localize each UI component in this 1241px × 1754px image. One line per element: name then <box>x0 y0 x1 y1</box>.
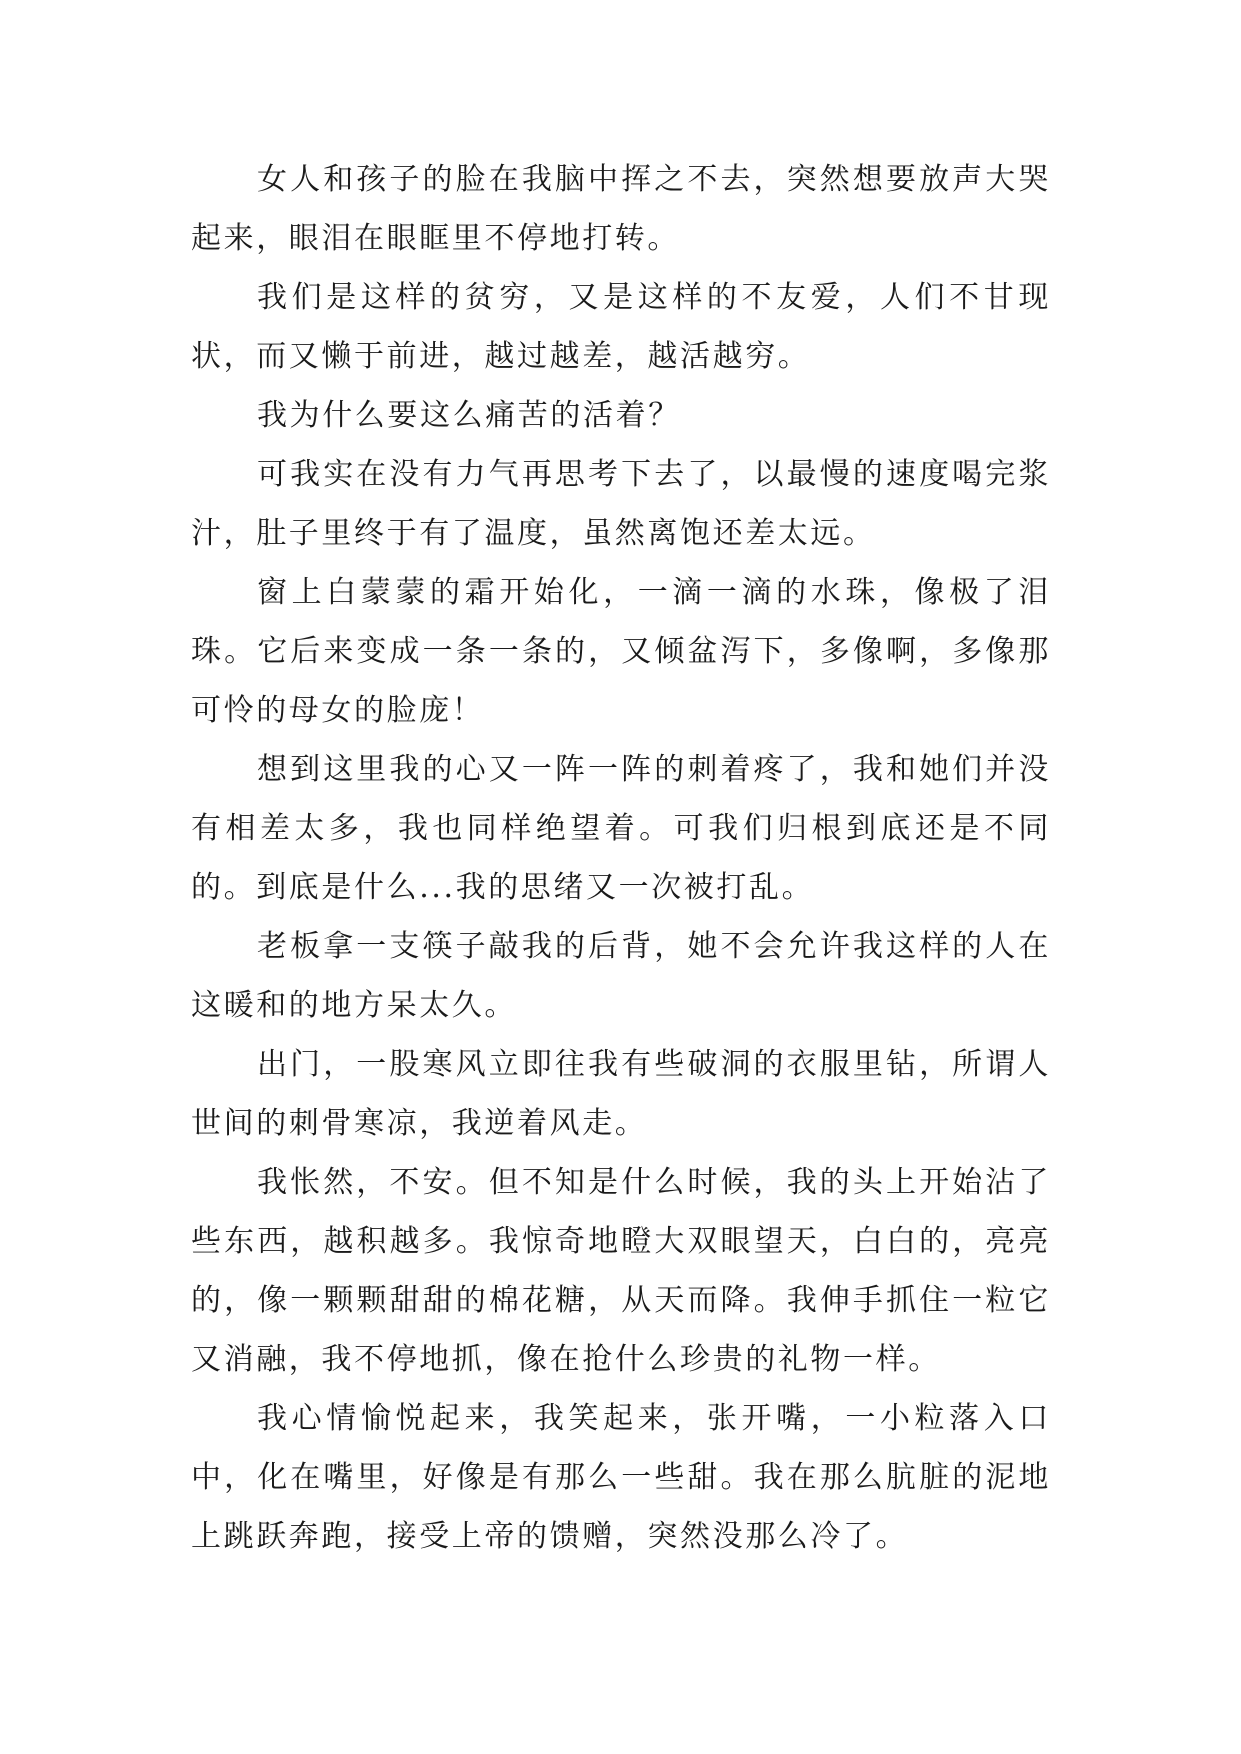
paragraph-8: 出门，一股寒风立即往我有些破洞的衣服里钻，所谓人世间的刺骨寒凉，我逆着风走。 <box>191 1047 1051 1141</box>
paragraph-2: 我们是这样的贫穷，又是这样的不友爱，人们不甘现状，而又懒于前进，越过越差，越活越穷。 <box>191 280 1051 374</box>
paragraph-4: 可我实在没有力气再思考下去了，以最慢的速度喝完浆汁，肚子里终于有了温度，虽然离饱还差太远。 <box>191 457 1051 551</box>
paragraph-6: 想到这里我的心又一阵一阵的刺着疼了，我和她们并没有相差太多，我也同样绝望着。可我们归根到底还是不同的。到底是什么...我的思绪又一次被打乱。 <box>191 752 1051 905</box>
paragraph-9: 我怅然，不安。但不知是什么时候，我的头上开始沾了些东西，越积越多。我惊奇地瞪大双眼望天，白白的，亮亮的，像一颗颗甜甜的棉花糖，从天而降。我伸手抓住一粒它又消融，我不停地抓，像在抢什么珍贵的礼物一样。 <box>191 1165 1051 1377</box>
document-body <box>191 150 1051 1566</box>
paragraph-1: 女人和孩子的脸在我脑中挥之不去，突然想要放声大哭起来，眼泪在眼眶里不停地打转。 <box>191 162 1051 256</box>
paragraph-5: 窗上白蒙蒙的霜开始化，一滴一滴的水珠，像极了泪珠。它后来变成一条一条的，又倾盆泻下，多像啊，多像那可怜的母女的脸庞！ <box>191 575 1051 728</box>
paragraph-3: 我为什么要这么痛苦的活着？ <box>257 398 681 433</box>
paragraph-10: 我心情愉悦起来，我笑起来，张开嘴，一小粒落入口中，化在嘴里，好像是有那么一些甜。我在那么肮脏的泥地上跳跃奔跑，接受上帝的馈赠，突然没那么冷了。 <box>191 1401 1051 1554</box>
paragraph-7: 老板拿一支筷子敲我的后背，她不会允许我这样的人在这暖和的地方呆太久。 <box>191 929 1051 1023</box>
